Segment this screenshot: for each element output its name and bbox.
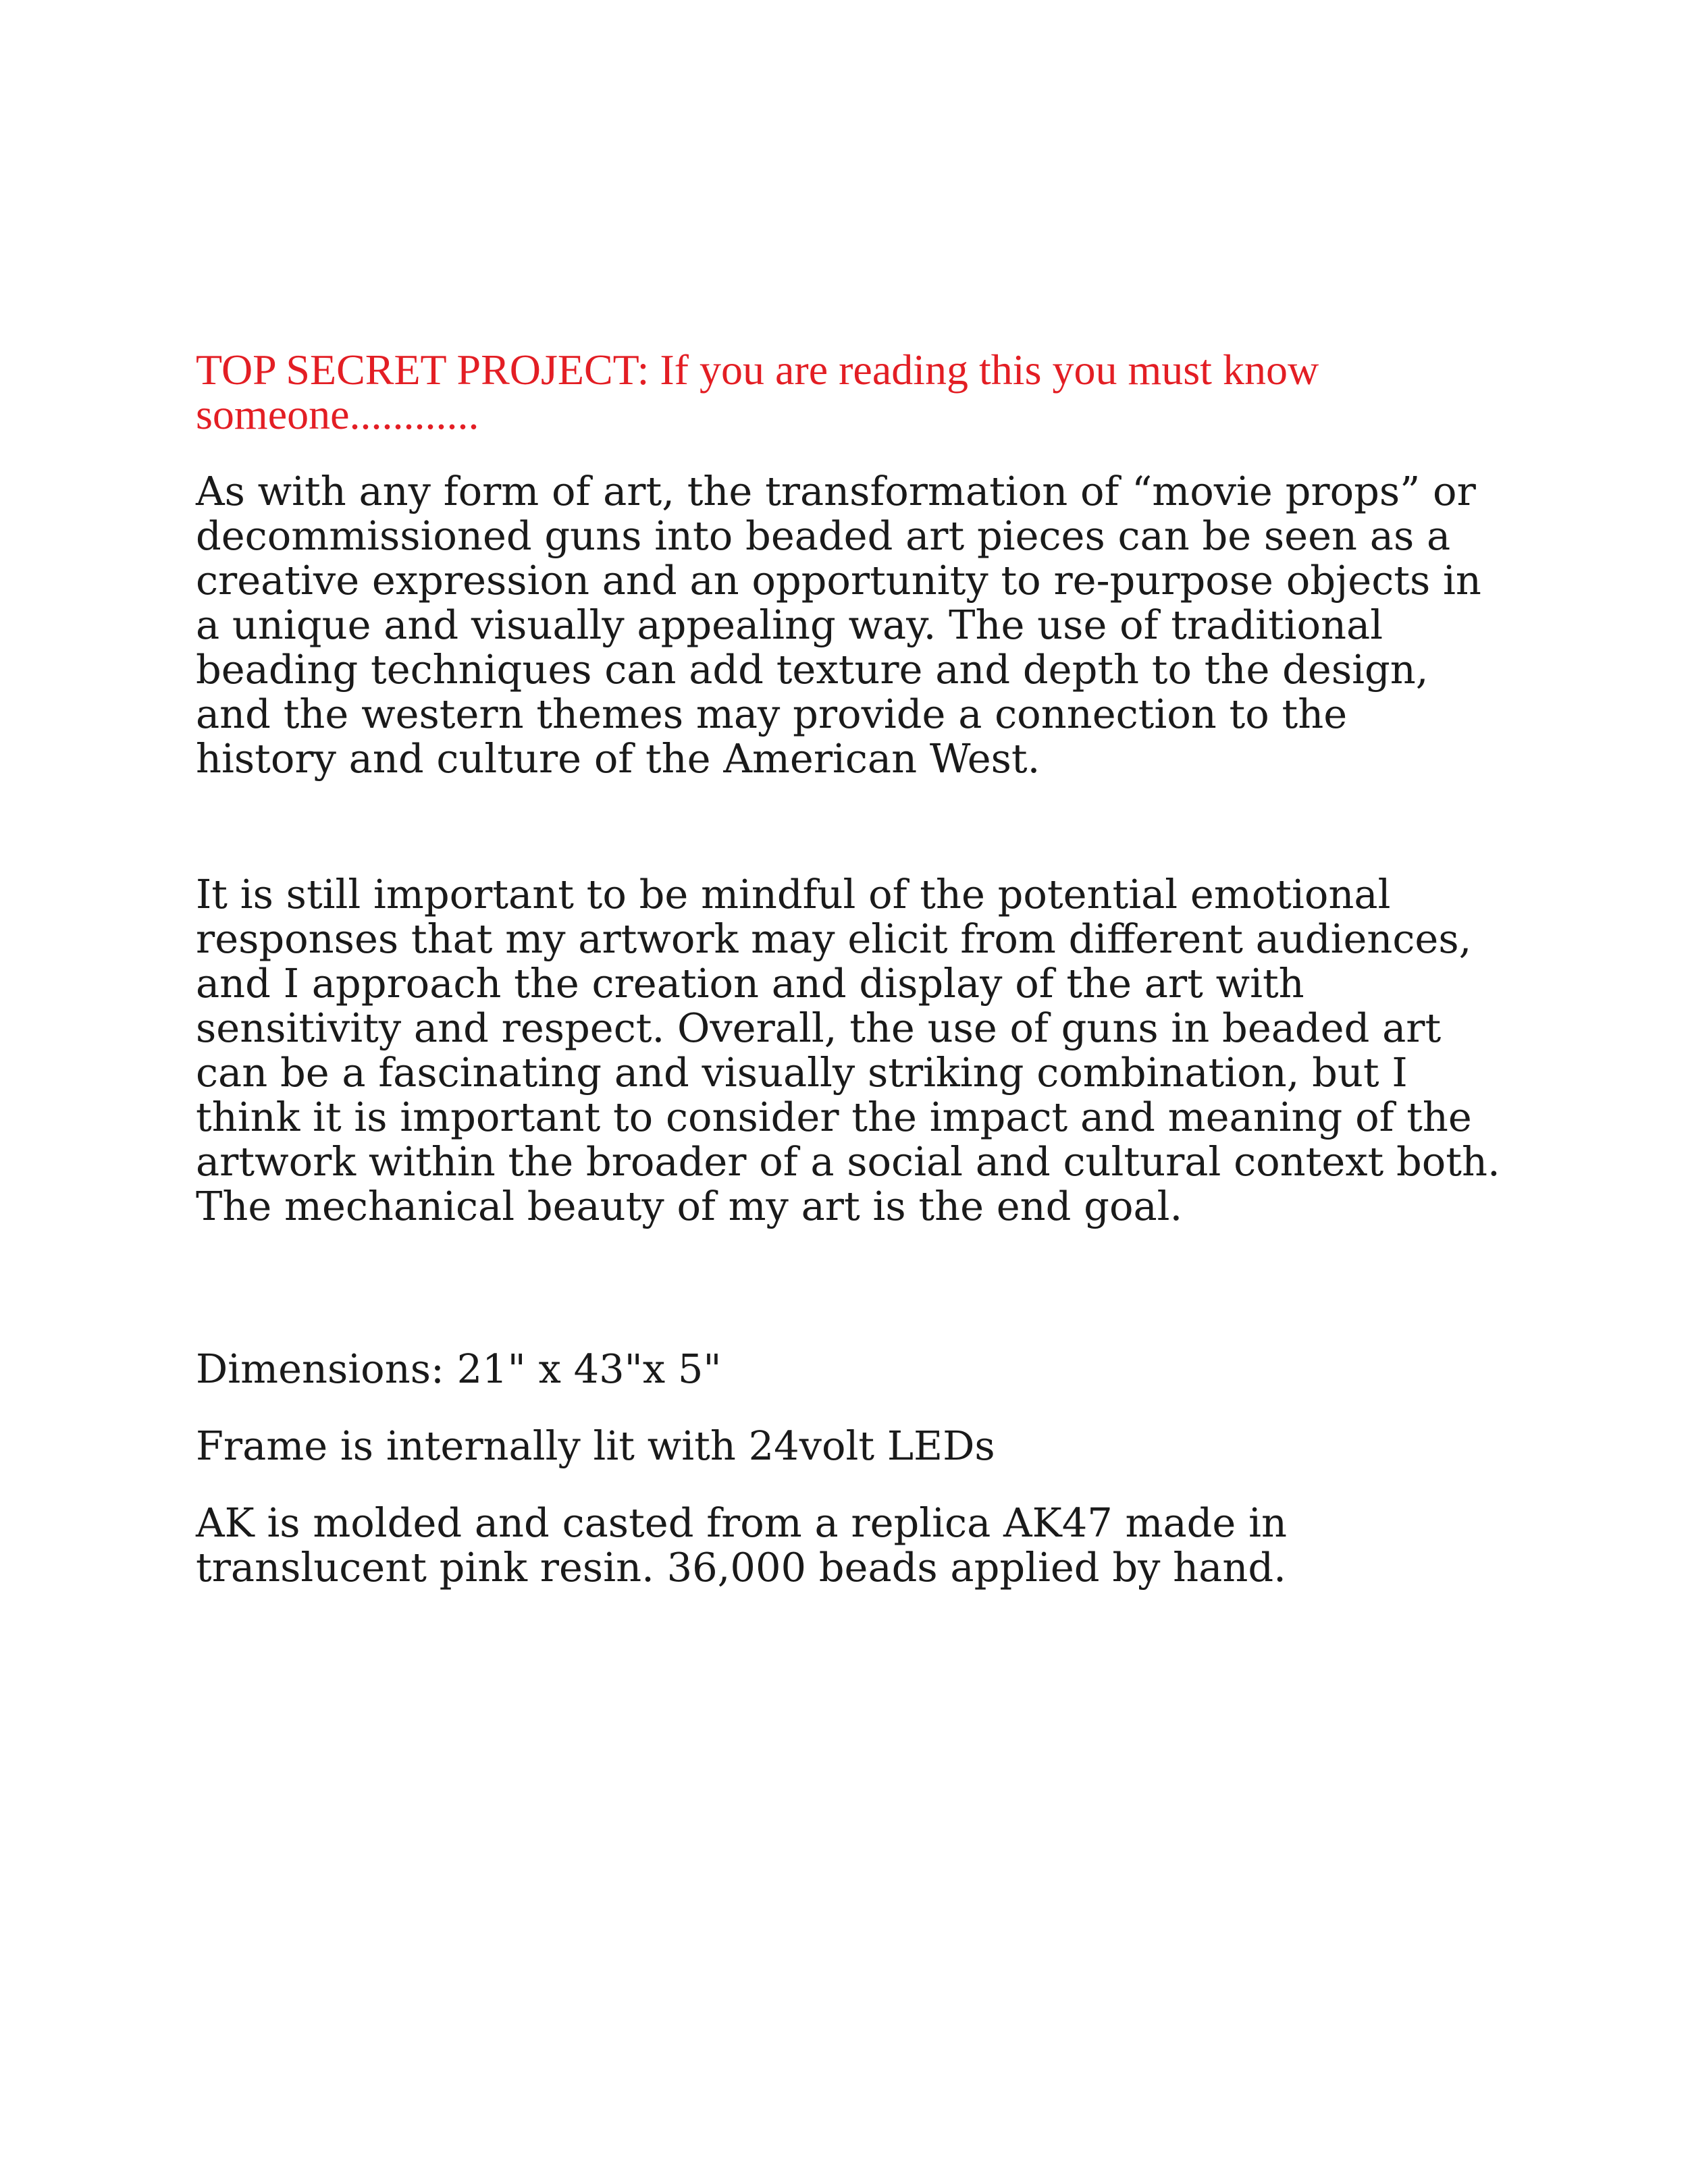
material-text	[196, 1501, 1546, 1590]
spacer	[196, 1229, 1546, 1347]
spacer	[196, 781, 1546, 872]
paragraph-line: sensitivity and respect. Overall, the use of guns in beaded art	[196, 1005, 1442, 1051]
paragraph-line: decommissioned guns into beaded art pieces can be seen as a	[196, 512, 1451, 559]
secret-project-heading	[196, 348, 1546, 437]
paragraph-line: The mechanical beauty of my art is the end goal.	[196, 1183, 1183, 1229]
sensitivity-paragraph	[196, 872, 1546, 1229]
paragraph-line: and the western themes may provide a connection to the	[196, 691, 1348, 737]
paragraph-line: can be a fascinating and visually striking combination, but I	[196, 1049, 1408, 1096]
frame-lighting-text: Frame is internally lit with 24volt LEDs	[196, 1422, 995, 1469]
paragraph-line: think it is important to consider the impact and meaning of the	[196, 1094, 1472, 1140]
heading-line: TOP SECRET PROJECT: If you are reading this you must know	[196, 346, 1319, 394]
spacer	[196, 1468, 1546, 1501]
paragraph-line: and I approach the creation and display of the art with	[196, 960, 1304, 1007]
heading-line: someone............	[196, 390, 479, 438]
material-line: AK is molded and casted from a replica AK47 made in	[196, 1499, 1287, 1546]
dimensions-text: Dimensions: 21" x 43"x 5"	[196, 1346, 722, 1392]
paragraph-line: artwork within the broader of a social and cultural context both.	[196, 1138, 1500, 1185]
intro-paragraph	[196, 469, 1546, 781]
material-line: translucent pink resin. 36,000 beads applied by hand.	[196, 1544, 1286, 1591]
paragraph-line: creative expression and an opportunity to re-purpose objects in	[196, 557, 1481, 604]
paragraph-line: As with any form of art, the transformation of “movie props” or	[196, 468, 1476, 514]
paragraph-line: history and culture of the American West.	[196, 735, 1040, 782]
paragraph-line: beading techniques can add texture and depth to the design,	[196, 646, 1429, 693]
paragraph-line: a unique and visually appealing way. The use of traditional	[196, 602, 1383, 648]
paragraph-line: It is still important to be mindful of the potential emotional	[196, 871, 1391, 917]
document-page	[196, 348, 1546, 1590]
spacer	[196, 1391, 1546, 1424]
paragraph-line: responses that my artwork may elicit from different audiences,	[196, 915, 1472, 962]
